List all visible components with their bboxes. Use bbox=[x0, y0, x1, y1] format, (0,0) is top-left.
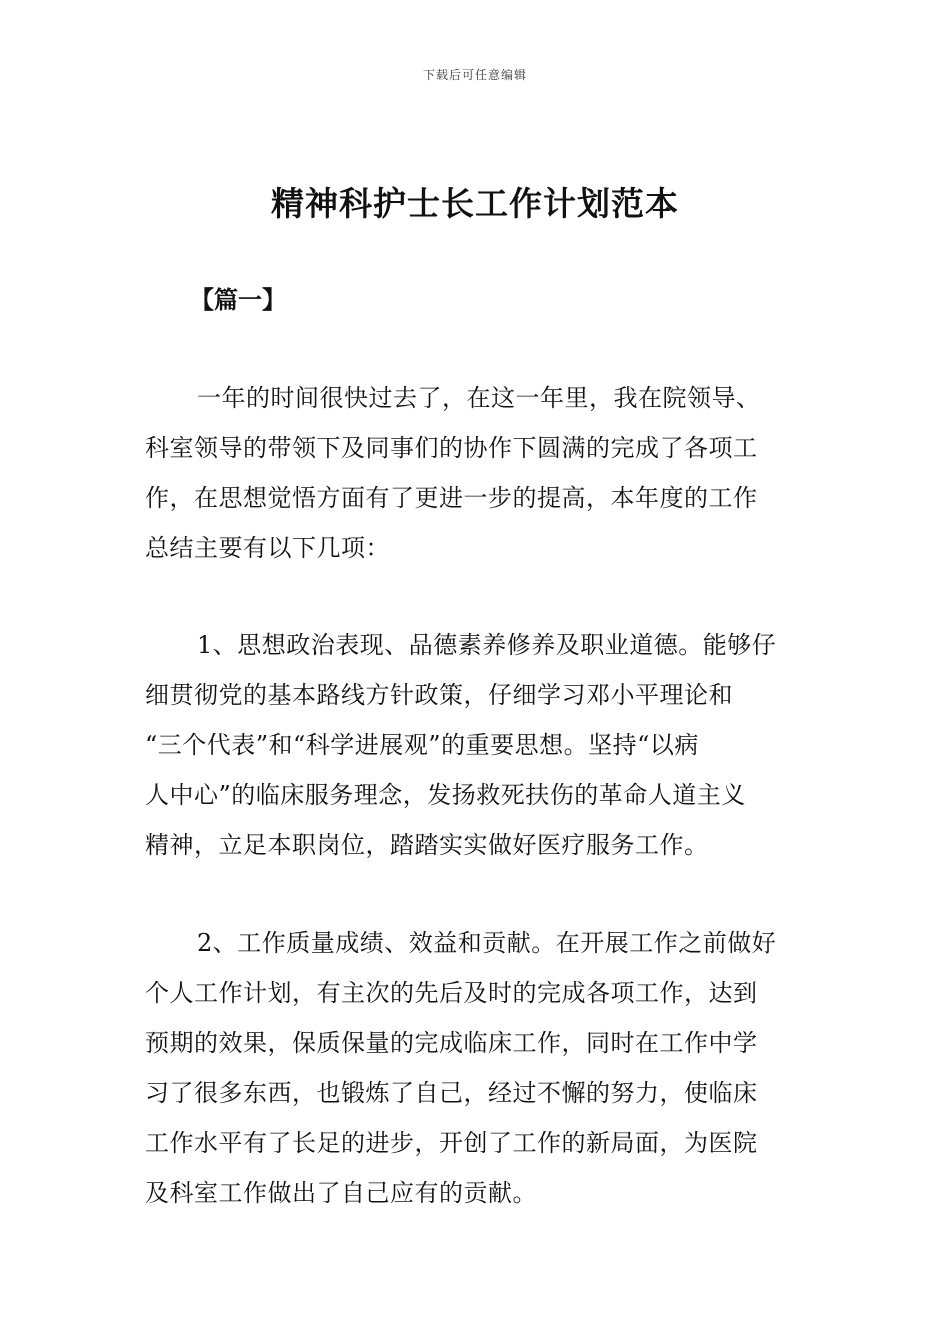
header-note: 下载后可任意编辑 bbox=[422, 68, 527, 82]
paragraph-line: 人中心”的临床服务理念，发扬救死扶伤的革命人道主义 bbox=[145, 781, 746, 809]
paragraph-line: 一年的时间很快过去了，在这一年里，我在院领导、 bbox=[197, 384, 761, 412]
paragraph-line: 精神，立足本职岗位，踏踏实实做好医疗服务工作。 bbox=[145, 831, 709, 859]
paragraph-line: 细贯彻党的基本路线方针政策，仔细学习邓小平理论和 bbox=[145, 681, 733, 709]
paragraph-line: “三个代表”和“科学进展观”的重要思想。坚持“以病 bbox=[145, 731, 699, 759]
paragraph-line: 及科室工作做出了自己应有的贡献。 bbox=[145, 1179, 537, 1207]
paragraph-line: 1、思想政治表现、品德素养修养及职业道德。能够仔 bbox=[197, 631, 777, 659]
page-title: 精神科护士长工作计划范本 bbox=[271, 184, 679, 223]
paragraph-line: 总结主要有以下几项： bbox=[145, 534, 390, 562]
paragraph-intro bbox=[145, 373, 805, 573]
paragraph-line: 个人工作计划，有主次的先后及时的完成各项工作，达到 bbox=[145, 979, 758, 1007]
section-label: 【篇一】 bbox=[190, 286, 286, 314]
paragraph-line: 习了很多东西，也锻炼了自己，经过不懈的努力，使临床 bbox=[145, 1079, 758, 1107]
paragraph-line: 科室领导的带领下及同事们的协作下圆满的完成了各项工 bbox=[145, 434, 758, 462]
paragraph-line: 2、工作质量成绩、效益和贡献。在开展工作之前做好 bbox=[197, 929, 777, 957]
paragraph-item-1 bbox=[145, 620, 805, 870]
paragraph-line: 作，在思想觉悟方面有了更进一步的提高，本年度的工作 bbox=[145, 484, 758, 512]
paragraph-item-2 bbox=[145, 918, 805, 1218]
paragraph-line: 工作水平有了长足的进步，开创了工作的新局面，为医院 bbox=[145, 1129, 758, 1157]
paragraph-line: 预期的效果，保质保量的完成临床工作，同时在工作中学 bbox=[145, 1029, 758, 1057]
